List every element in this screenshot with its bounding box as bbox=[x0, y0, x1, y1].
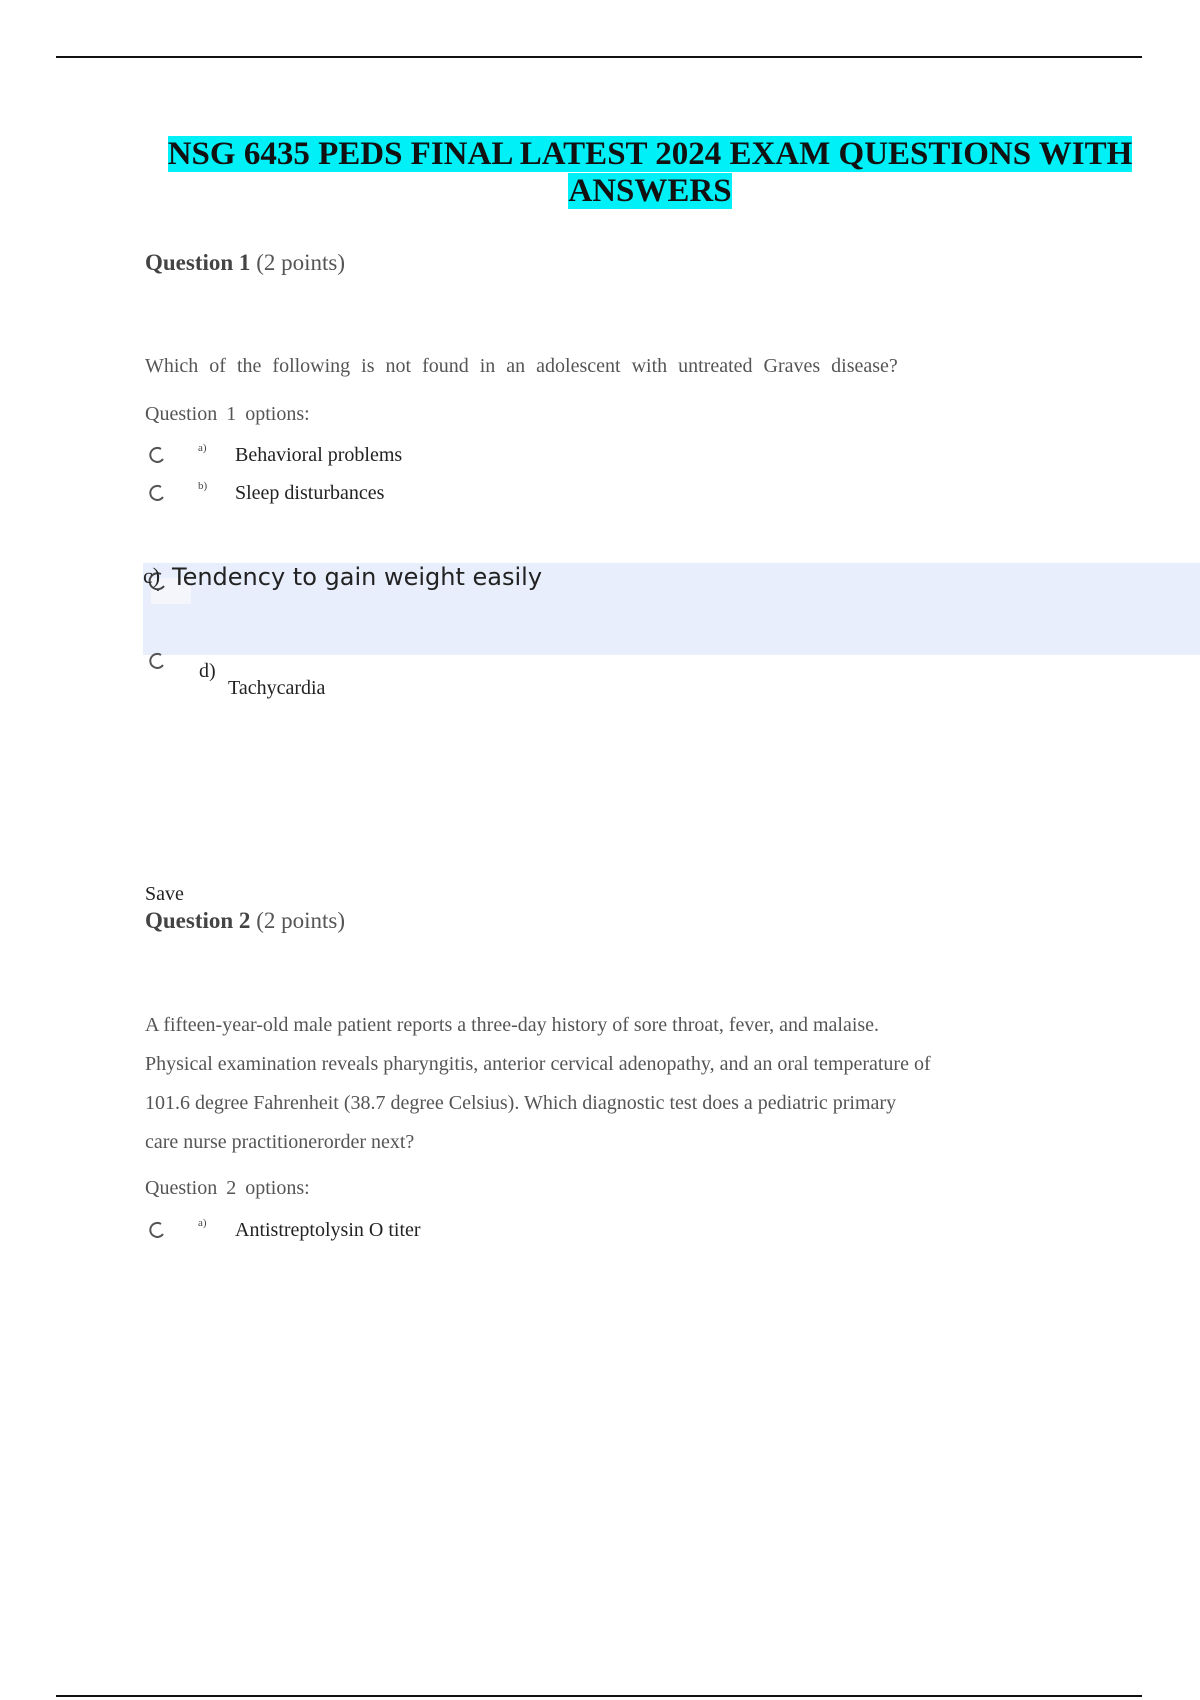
question-2-text-line: 101.6 degree Fahrenheit (38.7 degree Celsius). Which diagnostic test does a pediatric primary bbox=[145, 1092, 897, 1114]
question-2-heading bbox=[145, 908, 345, 934]
question-1-option-c[interactable]: Tendency to gain weight easily bbox=[172, 563, 543, 591]
option-letter: a) bbox=[198, 1217, 207, 1229]
radio-button-icon[interactable] bbox=[148, 652, 166, 670]
question-1-option-d[interactable]: Tachycardia bbox=[228, 677, 326, 699]
radio-button-icon[interactable] bbox=[148, 446, 166, 464]
radio-button-icon[interactable] bbox=[148, 1221, 166, 1239]
radio-button-icon[interactable] bbox=[148, 484, 166, 502]
page-title-text: NSG 6435 PEDS FINAL LATEST 2024 EXAM QUESTIONS WITH ANSWERS bbox=[167, 136, 1133, 209]
option-text: Sleep disturbances bbox=[235, 482, 385, 504]
question-2-options-label: Question 2 options: bbox=[145, 1177, 310, 1199]
bottom-rule bbox=[56, 1695, 1142, 1697]
top-rule bbox=[56, 56, 1142, 58]
question-1-options-label: Question 1 options: bbox=[145, 403, 310, 425]
question-2-points: (2 points) bbox=[256, 908, 345, 933]
question-1-number: Question 1 bbox=[145, 250, 251, 275]
question-1-heading bbox=[145, 250, 345, 276]
question-2-text-line: care nurse practitionerorder next? bbox=[145, 1131, 415, 1153]
question-1-text: Which of the following is not found in an adolescent with untreated Graves disease? bbox=[145, 355, 898, 377]
question-1-points: (2 points) bbox=[256, 250, 345, 275]
question-1-option-d-letter: d) bbox=[199, 660, 216, 682]
option-letter: b) bbox=[198, 480, 208, 492]
page-title bbox=[150, 136, 1150, 210]
question-2-text bbox=[145, 1006, 1045, 1162]
question-2-number: Question 2 bbox=[145, 908, 251, 933]
question-2-text-line: Physical examination reveals pharyngitis, anterior cervical adenopathy, and an oral temperature of bbox=[145, 1053, 931, 1075]
option-text: Antistreptolysin O titer bbox=[235, 1219, 421, 1241]
option-text: Behavioral problems bbox=[235, 444, 403, 466]
save-button[interactable]: Save bbox=[145, 883, 184, 905]
option-letter: a) bbox=[198, 442, 207, 454]
question-2-text-line: A fifteen-year-old male patient reports a three-day history of sore throat, fever, and malaise. bbox=[145, 1014, 880, 1036]
question-1-option-c-letter: c) bbox=[143, 563, 161, 588]
